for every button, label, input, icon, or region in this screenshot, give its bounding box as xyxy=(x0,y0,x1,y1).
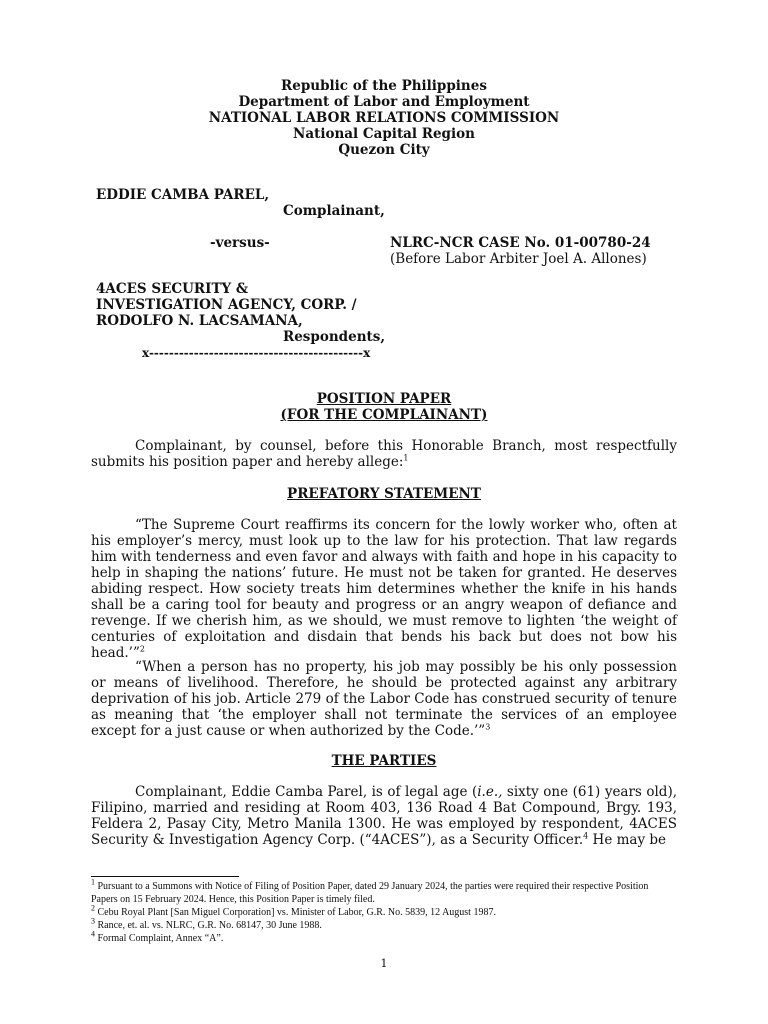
respondent-line-2: INVESTIGATION AGENCY, CORP. / xyxy=(96,297,357,313)
footnote-1 xyxy=(91,877,677,906)
prefatory-paragraph-2 xyxy=(91,659,677,739)
prefatory-text-1: “The Supreme Court reaffirms its concern for the lowly worker who, often at his employer’s mercy, must look up to the law for his protection. That law regards him with tenderness and even favor and always with faith and hope in his capacity to help in shaping the nations’ future. He must not be taken for granted. He deserves abiding respect. How society treats him determines whether the knife in his hands shall be a caring tool for beauty and progress or an angry weapon of defiance and revenge. If we cherish him, as we should, we must remove to lighten ‘the weight of centuries of exploitation and disdain that bends his back but does not bow his head.’” xyxy=(91,517,677,661)
title-for-complainant: (FOR THE COMPLAINANT) xyxy=(280,407,488,423)
title-position-paper: POSITION PAPER xyxy=(316,391,452,407)
caption-separator: x-------------------------------------------x xyxy=(142,346,371,360)
footnote-2 xyxy=(91,903,677,920)
footnote-ref-2[interactable]: 2 xyxy=(139,644,145,654)
parties-text-ie: i.e., xyxy=(477,784,503,800)
footnote-3 xyxy=(91,916,677,933)
header-commission: NATIONAL LABOR RELATIONS COMMISSION xyxy=(208,110,560,126)
parties-paragraph xyxy=(91,784,677,848)
header-department: Department of Labor and Employment xyxy=(238,94,530,110)
footnote-ref-1[interactable]: 1 xyxy=(403,453,409,463)
header-region: National Capital Region xyxy=(293,126,475,142)
footnote-3-text: Rance, et. al. vs. NLRC, G.R. No. 68147, 30 June 1988. xyxy=(95,920,322,931)
heading-prefatory-statement: PREFATORY STATEMENT xyxy=(287,486,481,502)
footnote-divider xyxy=(91,876,239,877)
header-republic: Republic of the Philippines xyxy=(281,78,487,94)
respondents-label: Respondents, xyxy=(283,329,386,345)
footnote-ref-4[interactable]: 4 xyxy=(583,831,589,841)
complainant-name: EDDIE CAMBA PAREL, xyxy=(96,187,270,203)
footnote-4-number: 4 xyxy=(91,929,95,939)
prefatory-text-2: “When a person has no property, his job may possibly be his only possession or means of livelihood. Therefore, he should be protected against any arbitrary deprivation of his job. Article 279 of the Labor Code has construed security of tenure as meaning that ‘the employer shall not terminate the services of an employee except for a just cause or when authorized by the Code.’” xyxy=(91,659,677,739)
complainant-label: Complainant, xyxy=(283,203,385,219)
footnote-1-text: Pursuant to a Summons with Notice of Filing of Position Paper, dated 29 January 2024, the parties were required their respective Position Papers on 15 February 2024. Hence, this Position Paper is timely filed. xyxy=(91,881,649,905)
parties-text-b: sixty one (61) years old), Filipino, married and residing at Room 403, 136 Road 4 Bat Compound, Brgy. 193, Feldera 2, Pasay City, Metro Manila 1300. He was employed by respondent, 4ACES Security & Investigation Agency Corp. (“4ACES”), as a Security Officer. xyxy=(91,784,677,848)
respondent-line-3: RODOLFO N. LACSAMANA, xyxy=(96,313,303,329)
footnote-2-number: 2 xyxy=(91,903,95,913)
footnote-1-number: 1 xyxy=(91,877,95,887)
footnote-3-number: 3 xyxy=(91,916,95,926)
versus-label: -versus- xyxy=(210,235,270,251)
prefatory-paragraph-1 xyxy=(91,517,677,661)
respondent-line-1: 4ACES SECURITY & xyxy=(96,281,249,297)
footnote-4 xyxy=(91,929,677,946)
footnote-4-text: Formal Complaint, Annex “A”. xyxy=(95,933,224,944)
footnote-ref-3[interactable]: 3 xyxy=(485,722,491,732)
intro-text: Complainant, by counsel, before this Honorable Branch, most respectfully submits his position paper and hereby allege: xyxy=(91,438,677,470)
page-number: 1 xyxy=(380,957,388,970)
intro-paragraph xyxy=(91,438,677,470)
parties-text-c: He may be xyxy=(588,832,667,848)
labor-arbiter: (Before Labor Arbiter Joel A. Allones) xyxy=(390,251,647,267)
case-number: NLRC-NCR CASE No. 01-00780-24 xyxy=(390,235,651,251)
heading-the-parties: THE PARTIES xyxy=(331,753,437,769)
parties-text-a: Complainant, Eddie Camba Parel, is of legal age ( xyxy=(135,784,478,800)
footnote-2-text: Cebu Royal Plant [San Miguel Corporation] vs. Minister of Labor, G.R. No. 5839, 12 August 1987. xyxy=(95,907,496,918)
header-city: Quezon City xyxy=(338,142,430,158)
